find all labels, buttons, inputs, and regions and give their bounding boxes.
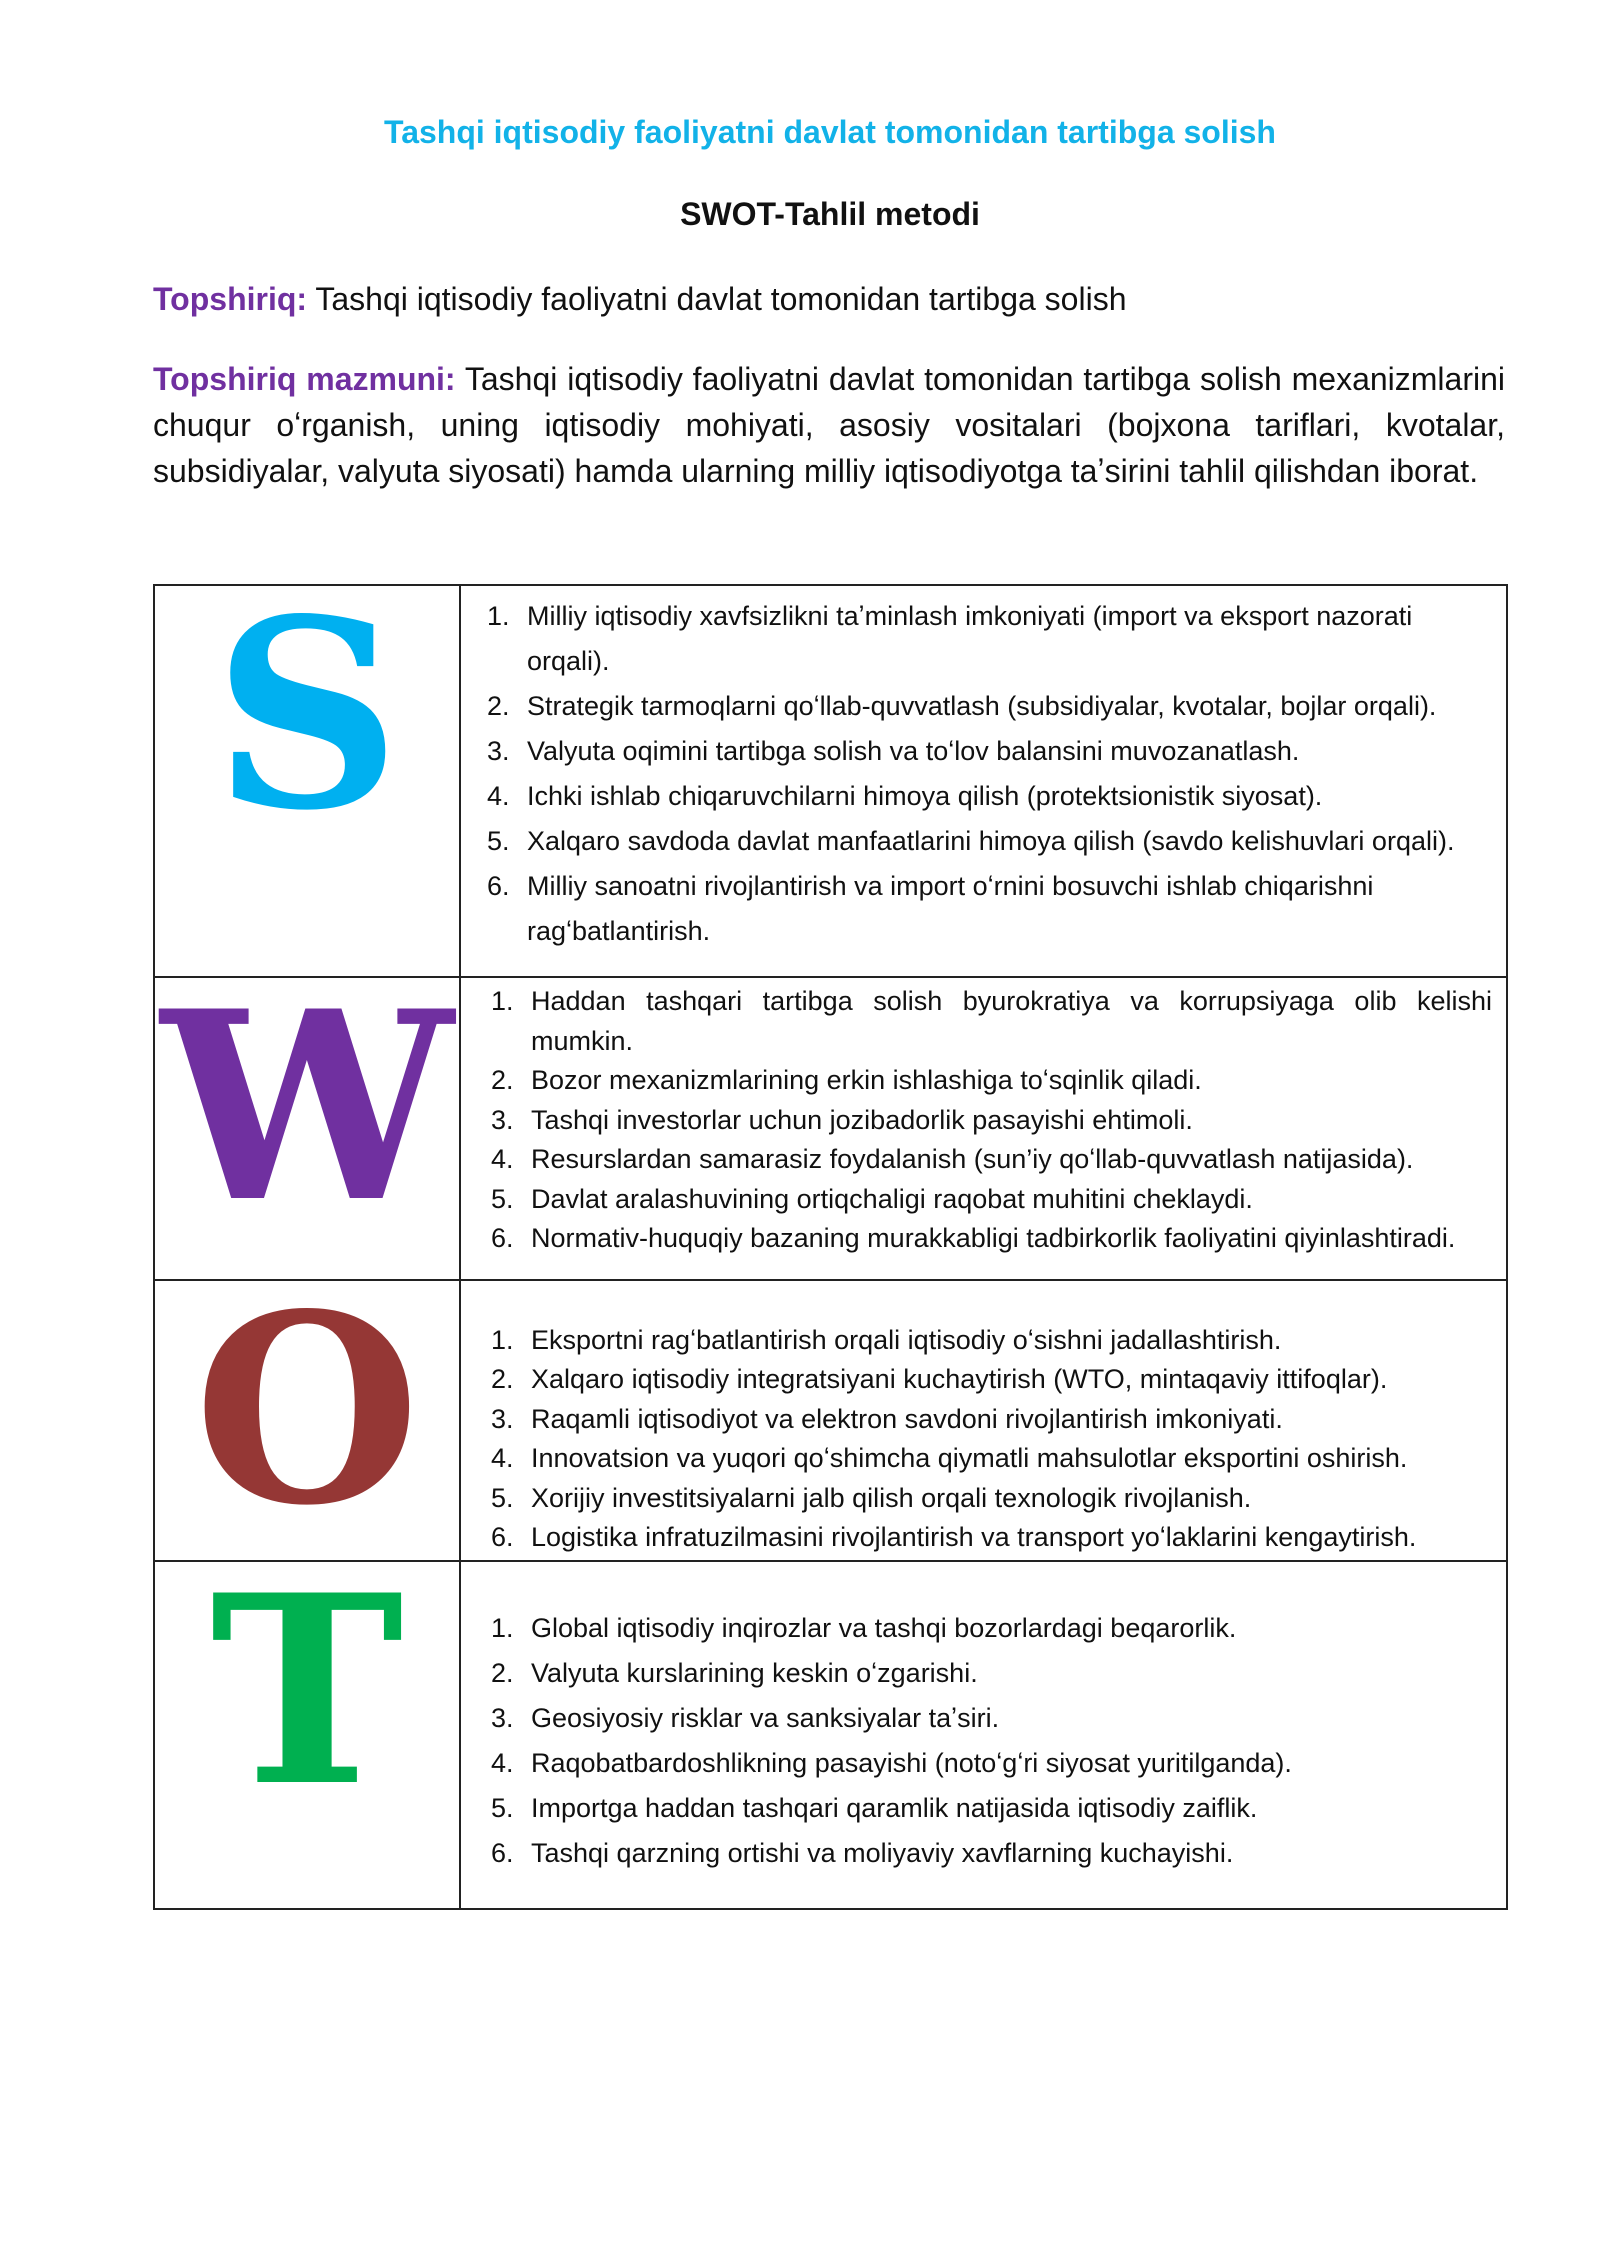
swot-row-opportunities (154, 1280, 1507, 1561)
list-text: Valyuta oqimini tartibga solish va toʻlov balansini muvozanatlash. (527, 736, 1300, 766)
list-item (461, 1140, 1506, 1180)
list-number: 5 . (487, 819, 510, 864)
list-item (461, 819, 1506, 864)
task-paragraph (153, 276, 1505, 322)
list-text: Logistika infratuzilmasini rivojlantirish va transport yoʻlaklarini kengaytirish. (531, 1522, 1417, 1552)
list-item (461, 1439, 1506, 1479)
list-text: Xorijiy investitsiyalarni jalb qilish orqali texnologik rivojlanish. (531, 1482, 1252, 1513)
list-number: 6 . (491, 1219, 514, 1259)
list-number: 6 . (491, 1831, 514, 1876)
task-label: Topshiriq: (153, 281, 308, 317)
list-text: Bozor mexanizmlarining erkin ishlashiga toʻsqinlik qiladi. (531, 1065, 1202, 1095)
swot-letter-s: S (213, 563, 401, 868)
swot-letter-t: T (210, 1538, 404, 1844)
swot-letter-cell-s (154, 563, 460, 977)
swot-letter-cell-t (154, 1538, 460, 1909)
list-item (461, 1360, 1506, 1400)
list-number: 2 . (487, 684, 510, 729)
list-text: Haddan tashqari tartibga solish byurokratiya va korrupsiyaga olib kelishi mumkin. (531, 986, 1492, 1056)
swot-items-cell-o (460, 1280, 1507, 1561)
list-number: 5 . (491, 1479, 514, 1519)
list-item (461, 1479, 1506, 1519)
list-item (461, 1651, 1506, 1696)
list-number: 5 . (491, 1786, 514, 1831)
list-text: Davlat aralashuvining ortiqchaligi raqobat muhitini cheklaydi. (531, 1183, 1253, 1214)
task-content-text: Tashqi iqtisodiy faoliyatni davlat tomonidan tartibga solish mexanizmlarini chuqur oʻrganish, uning iqtisodiy mohiyati, asosiy vositalari (bojxona tariflari, kvotalar, subsidiyalar, valyuta siyosati) hamda ularning milliy iqtisodiyotga taʼsirini tahlil qilishdan iborat. (153, 361, 1506, 489)
list-text: Global iqtisodiy inqirozlar va tashqi bozorlardagi beqarorlik. (531, 1612, 1237, 1643)
list-text: Resurslardan samarasiz foydalanish (sun’iy qoʻllab-quvvatlash natijasida). (531, 1144, 1414, 1174)
swot-row-threats (154, 1561, 1507, 1909)
list-number: 1 . (491, 1606, 514, 1651)
list-item (461, 774, 1506, 819)
list-text: Raqobatbardoshlikning pasayishi (notoʻgʻri siyosat yuritilganda). (531, 1747, 1292, 1778)
swot-letter-w: W (161, 955, 453, 1260)
list-item (461, 1741, 1506, 1786)
swot-items-cell-t (460, 1561, 1507, 1909)
list-item (461, 1518, 1506, 1558)
list-item (461, 594, 1506, 684)
list-text: Importga haddan tashqari qaramlik natijasida iqtisodiy zaiflik. (531, 1792, 1258, 1823)
page-title: Tashqi iqtisodiy faoliyatni davlat tomonidan tartibga solish (384, 114, 1276, 150)
list-number: 3 . (491, 1101, 514, 1141)
list-text: Xalqaro savdoda davlat manfaatlarini himoya qilish (savdo kelishuvlari orqali). (527, 826, 1455, 856)
list-number: 2 . (491, 1061, 514, 1101)
list-number: 2 . (491, 1651, 514, 1696)
list-item (461, 864, 1506, 954)
list-number: 3 . (491, 1696, 514, 1741)
list-number: 1 . (491, 1321, 514, 1361)
list-text: Xalqaro iqtisodiy integratsiyani kuchaytirish (WTO, mintaqaviy ittifoqlar). (531, 1364, 1388, 1394)
list-number: 6 . (487, 864, 510, 909)
task-content-label: Topshiriq mazmuni: (153, 361, 456, 397)
list-item (461, 1061, 1506, 1101)
list-number: 1 . (487, 594, 510, 639)
list-item (461, 729, 1506, 774)
task-text: Tashqi iqtisodiy faoliyatni davlat tomonidan tartibga solish (307, 281, 1127, 317)
list-item (461, 1321, 1506, 1361)
subtitle: SWOT-Tahlil metodi (680, 196, 980, 232)
list-number: 3 . (487, 729, 510, 774)
list-item (461, 1180, 1506, 1220)
list-number: 1 . (491, 982, 514, 1022)
list-text: Milliy iqtisodiy xavfsizlikni taʼminlash imkoniyati (import va eksport nazorati orqali). (527, 601, 1413, 676)
list-item (461, 982, 1506, 1061)
swot-row-strengths (154, 585, 1507, 977)
list-number: 4 . (487, 774, 510, 819)
list-item (461, 1606, 1506, 1651)
list-item (461, 1696, 1506, 1741)
list-number: 5 . (491, 1180, 514, 1220)
list-number: 2 . (491, 1360, 514, 1400)
opportunities-list (461, 1281, 1506, 1560)
strengths-list (461, 586, 1506, 976)
swot-letter-cell-w (154, 955, 460, 1280)
list-text: Innovatsion va yuqori qoʻshimcha qiymatli mahsulotlar eksportini oshirish. (531, 1443, 1408, 1473)
threats-list (461, 1562, 1506, 1908)
list-number: 6 . (491, 1518, 514, 1558)
list-number: 3 . (491, 1400, 514, 1440)
list-text: Raqamli iqtisodiyot va elektron savdoni rivojlantirish imkoniyati. (531, 1403, 1283, 1434)
weaknesses-list (461, 978, 1506, 1279)
list-number: 4 . (491, 1140, 514, 1180)
list-text: Valyuta kurslarining keskin oʻzgarishi. (531, 1657, 978, 1688)
swot-row-weaknesses (154, 977, 1507, 1280)
list-number: 4 . (491, 1439, 514, 1479)
list-text: Tashqi investorlar uchun jozibadorlik pasayishi ehtimoli. (531, 1104, 1193, 1135)
swot-letter-o: O (193, 1257, 421, 1563)
swot-items-cell-s (460, 585, 1507, 977)
list-text: Strategik tarmoqlarni qoʻllab-quvvatlash (subsidiyalar, kvotalar, bojlar orqali). (527, 691, 1437, 721)
list-text: Tashqi qarzning ortishi va moliyaviy xavflarning kuchayishi. (531, 1837, 1234, 1868)
list-item (461, 1831, 1506, 1876)
list-text: Normativ-huquqiy bazaning murakkabligi tadbirkorlik faoliyatini qiyinlashtiradi. (531, 1223, 1456, 1253)
list-text: Geosiyosiy risklar va sanksiyalar taʼsiri. (531, 1702, 1000, 1733)
list-number: 4 . (491, 1741, 514, 1786)
list-text: Milliy sanoatni rivojlantirish va import oʻrnini bosuvchi ishlab chiqarishni ragʻbatlantirish. (527, 871, 1374, 946)
list-item (461, 684, 1506, 729)
list-text: Eksportni ragʻbatlantirish orqali iqtisodiy oʻsishni jadallashtirish. (531, 1324, 1282, 1355)
list-item (461, 1101, 1506, 1141)
list-item (461, 1786, 1506, 1831)
list-text: Ichki ishlab chiqaruvchilarni himoya qilish (protektsionistik siyosat). (527, 781, 1323, 811)
swot-letter-cell-o (154, 1257, 460, 1563)
list-item (461, 1219, 1506, 1259)
list-item (461, 1400, 1506, 1440)
swot-table (153, 563, 1508, 1910)
swot-items-cell-w (460, 977, 1507, 1280)
task-content-paragraph (153, 356, 1505, 494)
